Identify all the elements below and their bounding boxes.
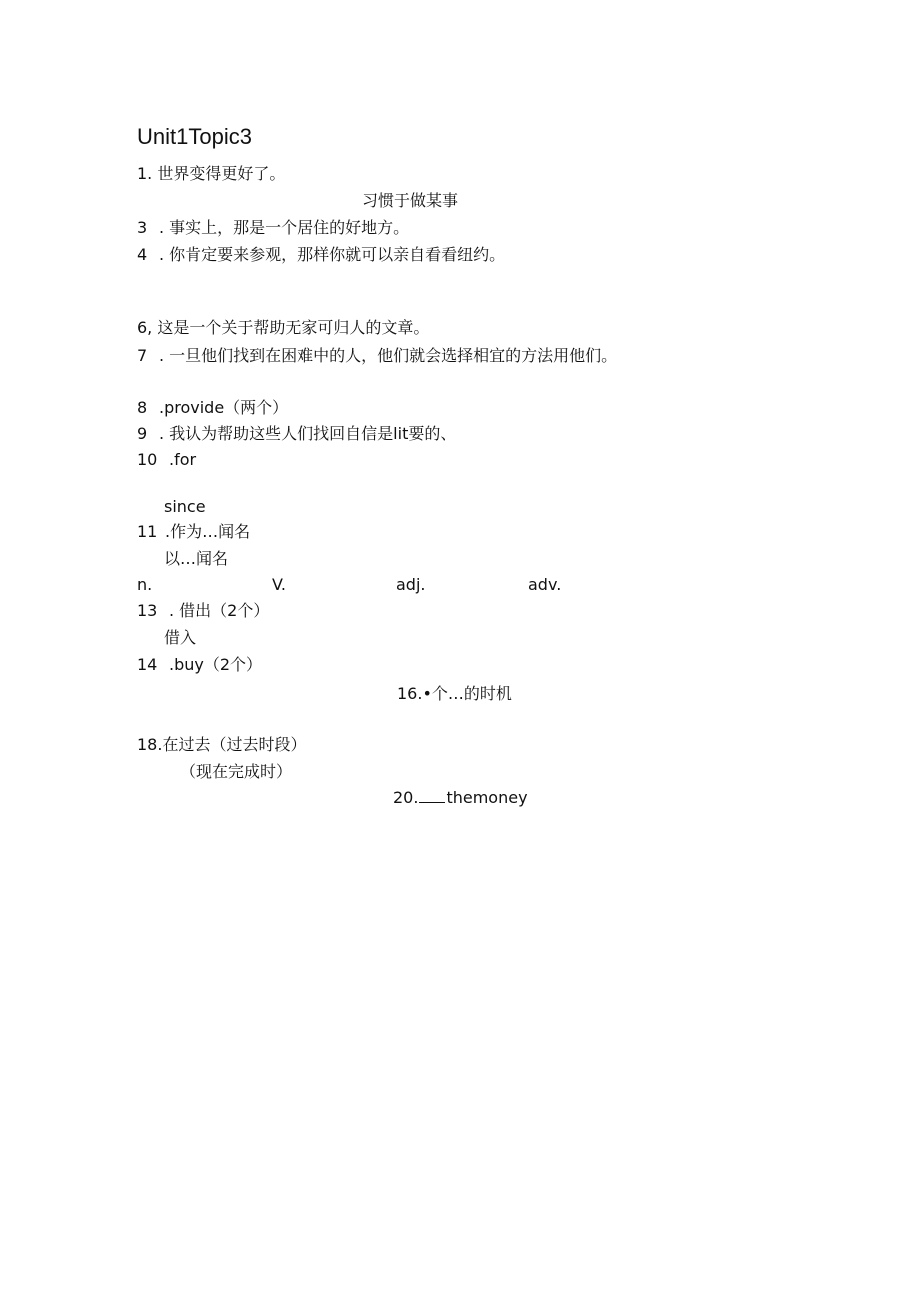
item-3 xyxy=(137,218,409,238)
item-number: 7 xyxy=(137,346,148,365)
item-18-b: （现在完成时） xyxy=(180,762,293,781)
item-number: 20. xyxy=(393,788,419,807)
pos-adjective: adj. xyxy=(396,575,426,594)
item-1: 1. 世界变得更好了。 xyxy=(137,164,286,183)
item-10 xyxy=(137,450,196,470)
item-text: . 一旦他们找到在困难中的人，他们就会选择相宜的方法用他们。 xyxy=(159,346,618,365)
item-11-b: 以…闻名 xyxy=(164,549,229,568)
item-number: 11 xyxy=(137,522,158,541)
item-text: . 你肯定要来参观，那样你就可以亲自看看纽约。 xyxy=(159,245,506,264)
item-number: 13 xyxy=(137,601,158,620)
item-number: 8 xyxy=(137,398,148,417)
item-14 xyxy=(137,655,262,675)
item-text: . 事实上，那是一个居住的好地方。 xyxy=(159,218,410,237)
item-10-since: since xyxy=(164,497,206,516)
item-20 xyxy=(393,788,528,808)
pos-adverb: adv. xyxy=(528,575,562,594)
item-16: 16.•个…的时机 xyxy=(397,684,512,703)
item-text: . 借出（2个） xyxy=(169,601,270,620)
item-9 xyxy=(137,424,456,444)
item-number: 9 xyxy=(137,424,148,443)
document-title: Unit1Topic3 xyxy=(137,124,252,149)
item-text: themoney xyxy=(446,788,528,807)
item-4 xyxy=(137,245,505,265)
item-18: 18.在过去（过去时段） xyxy=(137,735,307,754)
item-text: .for xyxy=(169,450,197,469)
item-text: .provide（两个） xyxy=(159,398,289,417)
item-8 xyxy=(137,398,288,418)
item-number: 14 xyxy=(137,655,158,674)
item-13 xyxy=(137,601,269,621)
pos-verb: V. xyxy=(272,575,286,594)
item-number: 4 xyxy=(137,245,148,264)
item-13-b: 借入 xyxy=(164,628,197,647)
item-number: 10 xyxy=(137,450,158,469)
item-text: . 我认为帮助这些人们找回自信是lit要的、 xyxy=(159,424,457,443)
item-number: 3 xyxy=(137,218,148,237)
item-2: 习惯于做某事 xyxy=(362,191,459,210)
pos-noun: n. xyxy=(137,575,153,594)
item-7 xyxy=(137,346,617,366)
item-11 xyxy=(137,522,250,542)
item-text: .buy（2个） xyxy=(169,655,263,674)
item-6: 6, 这是一个关于帮助无家可归人的文章。 xyxy=(137,318,430,337)
fill-blank xyxy=(419,788,445,803)
item-text: .作为…闻名 xyxy=(165,522,251,541)
